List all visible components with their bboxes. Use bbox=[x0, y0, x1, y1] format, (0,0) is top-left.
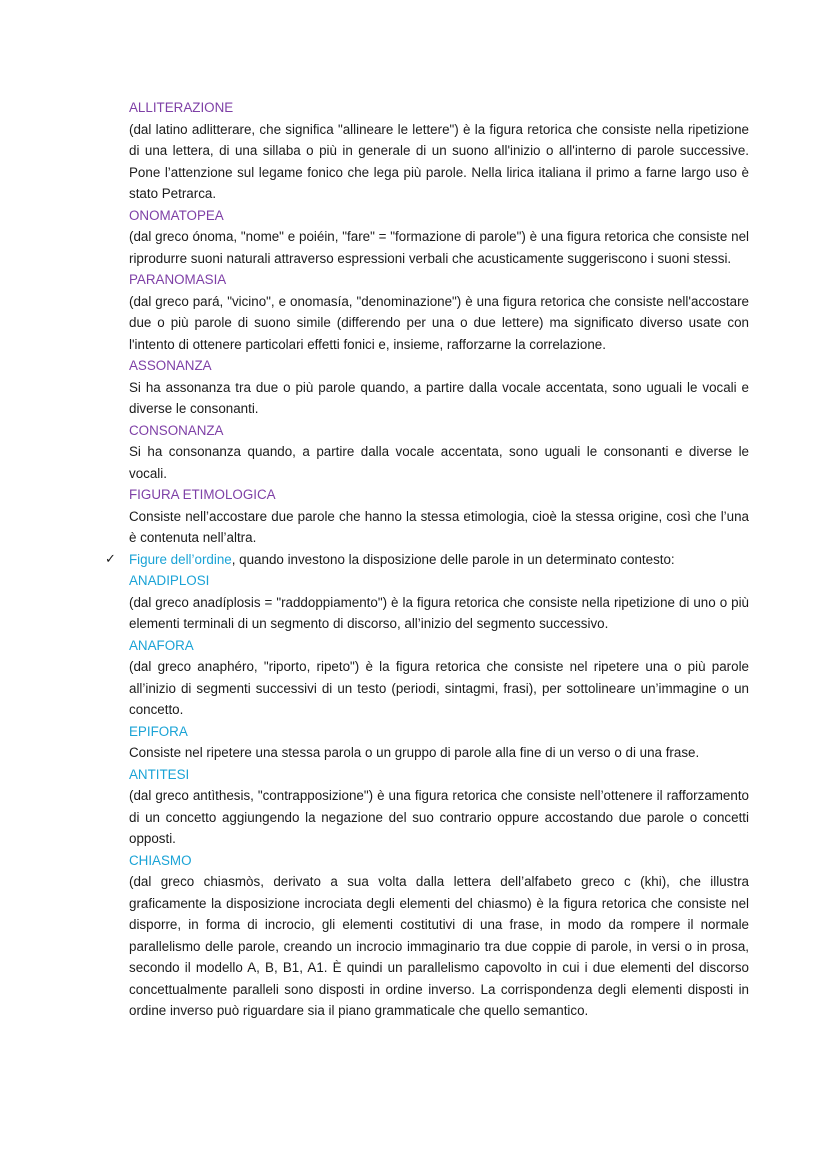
definition-assonanza: Si ha assonanza tra due o più parole quando, a partire dalla vocale accentata, sono uguali le vocali e diverse le consonanti. bbox=[129, 379, 749, 416]
order-section-heading bbox=[105, 549, 749, 571]
term-antitesi: ANTITESI bbox=[129, 766, 190, 782]
order-section-title: Figure dell’ordine bbox=[129, 551, 232, 567]
term-figura-etimologica: FIGURA ETIMOLOGICA bbox=[129, 487, 276, 502]
check-mark-icon: ✓ bbox=[105, 551, 116, 567]
definition-consonanza: Si ha consonanza quando, a partire dalla vocale accentata, sono uguali le consonanti e diverse le vocali. bbox=[129, 444, 749, 481]
term-anadiplosi: ANADIPLOSI bbox=[129, 573, 210, 588]
order-section-description: , quando investono la disposizione delle parole in un determinato contesto: bbox=[231, 551, 675, 567]
term-consonanza: CONSONANZA bbox=[129, 422, 224, 438]
term-epifora: EPIFORA bbox=[129, 723, 188, 739]
definition-onomatopea: (dal greco ónoma, "nome" e poiéin, "fare" = "formazione di parole") è una figura retorica che consiste nel riprodurre suoni naturali attraverso espressioni verbali che acusticamente suggeriscono i suoni stessi. bbox=[129, 229, 749, 266]
definition-anafora: (dal greco anaphéro, "riporto, ripeto") è la figura retorica che consiste nel ripetere una o più parole all’inizio di segmenti successivi di un testo (periodi, sintagmi, frasi), per sottolineare un’immagine o un concetto. bbox=[129, 659, 749, 717]
term-onomatopea: ONOMATOPEA bbox=[129, 207, 224, 223]
definition-antitesi: (dal greco antìthesis, "contrapposizione") è una figura retorica che consiste nell’ottenere il rafforzamento di un concetto aggiungendo la negazione del suo contrario oppure accostando due parole o concetti opposti. bbox=[129, 788, 749, 846]
definition-chiasmo: (dal greco chiasmòs, derivato a sua volta dalla lettera dell’alfabeto greco c (khi), che illustra graficamente la disposizione incrociata degli elementi del chiasmo) è la figura retorica che consiste nel disporre, in forma di incrocio, gli elementi costitutivi di una frase, in modo da rompere il normale parallelismo delle parole, creando un incrocio immaginario tra due coppie di parole, in versi o in prosa, secondo il modello A, B, B1, A1. È quindi un parallelismo capovolto in cui i due elementi del discorso concettualmente paralleli sono disposti in ordine inverso. La corrispondenza degli elementi disposti in ordine inverso può riguardare sia il piano grammaticale che quello semantico. bbox=[129, 874, 749, 1018]
definition-paranomasia: (dal greco pará, "vicino", e onomasía, "denominazione") è una figura retorica che consiste nell'accostare due o più parole di suono simile (differendo per una o due lettere) ma significato diverso usate con l'intento di ottenere particolari effetti fonici e, insieme, rafforzarne la correlazione. bbox=[129, 293, 749, 352]
term-paranomasia: PARANOMASIA bbox=[129, 272, 227, 287]
definition-epifora: Consiste nel ripetere una stessa parola o un gruppo di parole alla fine di un verso o di una frase. bbox=[129, 745, 700, 760]
document-page bbox=[105, 97, 749, 1022]
term-assonanza: ASSONANZA bbox=[129, 358, 212, 373]
definition-figura-etimologica: Consiste nell’accostare due parole che hanno la stessa etimologia, cioè la stessa origine, così che l’una è contenuta nell’altra. bbox=[129, 508, 749, 545]
term-chiasmo: CHIASMO bbox=[129, 852, 192, 868]
term-alliterazione: ALLITERAZIONE bbox=[129, 100, 234, 115]
term-anafora: ANAFORA bbox=[129, 637, 194, 653]
definition-anadiplosi: (dal greco anadíplosis = "raddoppiamento") è la figura retorica che consiste nella ripetizione di uno o più elementi terminali di un segmento di discorso, all’inizio del segmento successivo. bbox=[129, 594, 749, 631]
definition-alliterazione: (dal latino adlitterare, che significa "allineare le lettere") è la figura retorica che consiste nella ripetizione di una lettera, di una sillaba o più in generale di un suono all'inizio o all'interno di parole successive. Pone l’attenzione sul legame fonico che lega più parole. Nella lirica italiana il primo a farne largo uso è stato Petrarca. bbox=[129, 121, 749, 201]
